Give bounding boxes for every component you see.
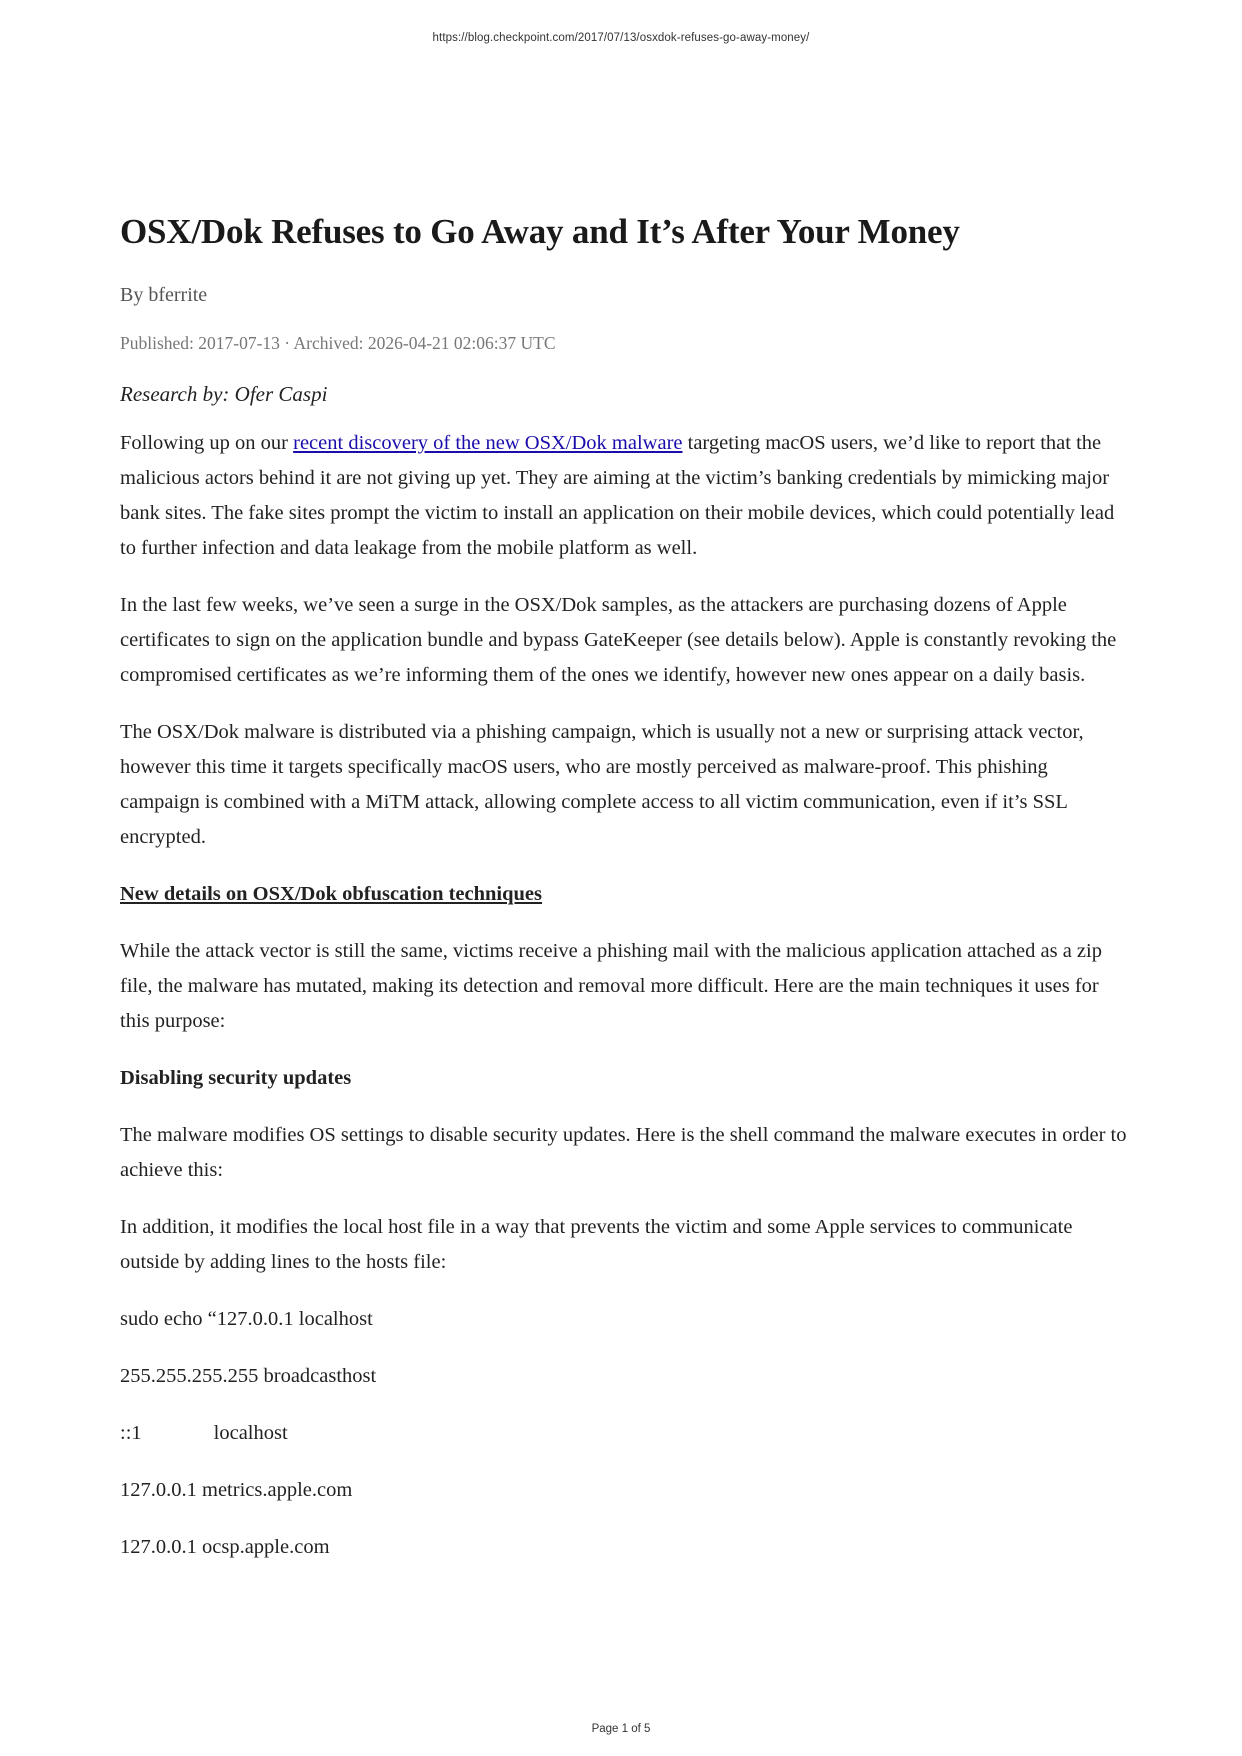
hosts-hostname: localhost [213,1422,288,1444]
hosts-line: 127.0.0.1 metrics.apple.com [120,1479,353,1501]
page-url-header: https://blog.checkpoint.com/2017/07/13/osxdok-refuses-go-away-money/ [432,32,810,44]
intro-text-before-link: Following up on our [120,432,294,454]
hosts-line: 255.255.255.255 broadcasthost [120,1365,377,1387]
phishing-paragraph: The OSX/Dok malware is distributed via a phishing campaign, which is usually not a new or surprising attack vector, however this time it targets specifically macOS users, who are mostly perceived as malware-proof. This phishing campaign is combined with a MiTM attack, allowing complete access to all victim communication, even if it’s SSL encrypted. [120,721,1084,848]
publish-archive-date: Published: 2017-07-13 · Archived: 2026-04-21 02:06:37 UTC [120,333,556,353]
security-updates-heading: Disabling security updates [120,1067,352,1089]
hosts-line: 127.0.0.1 ocsp.apple.com [120,1536,330,1558]
hosts-address: ::1 [120,1422,142,1444]
article-byline: By bferrite [120,284,208,306]
obfuscation-section-heading: New details on OSX/Dok obfuscation techniques [120,883,543,905]
hosts-file-paragraph: In addition, it modifies the local host file in a way that prevents the victim and some Apple services to communicate outside by adding lines to the hosts file: [120,1216,1073,1273]
article-body [120,210,1130,1565]
security-updates-paragraph: The malware modifies OS settings to disable security updates. Here is the shell command the malware executes in order to achieve this: [120,1124,1127,1181]
page-number-footer: Page 1 of 5 [591,1723,651,1735]
attack-vector-paragraph: While the attack vector is still the same, victims receive a phishing mail with the malicious application attached as a zip file, the malware has mutated, making its detection and removal more difficult. Here are the main techniques it uses for this purpose: [120,940,1102,1032]
research-credit: Research by: Ofer Caspi [120,382,328,406]
certificates-paragraph: In the last few weeks, we’ve seen a surge in the OSX/Dok samples, as the attackers are purchasing dozens of Apple certificates to sign on the application bundle and bypass GateKeeper (see details below). Apple is constantly revoking the compromised certificates as we’re informing them of the ones we identify, however new ones appear on a daily basis. [120,594,1117,686]
osxdok-discovery-link[interactable]: recent discovery of the new OSX/Dok malware [293,432,683,454]
intro-paragraph [120,426,1130,566]
article-title: OSX/Dok Refuses to Go Away and It’s After Your Money [120,212,960,251]
intro-text-after-link: targeting macOS users, we’d like to report that the malicious actors behind it are not giving up yet. They are aiming at the victim’s banking credentials by mimicking major bank sites. The fake sites prompt the victim to install an application on their mobile devices, which could potentially lead to further infection and data leakage from the mobile platform as well. [120,432,1115,559]
hosts-line [120,1416,1130,1451]
hosts-line: sudo echo “127.0.0.1 localhost [120,1308,373,1330]
